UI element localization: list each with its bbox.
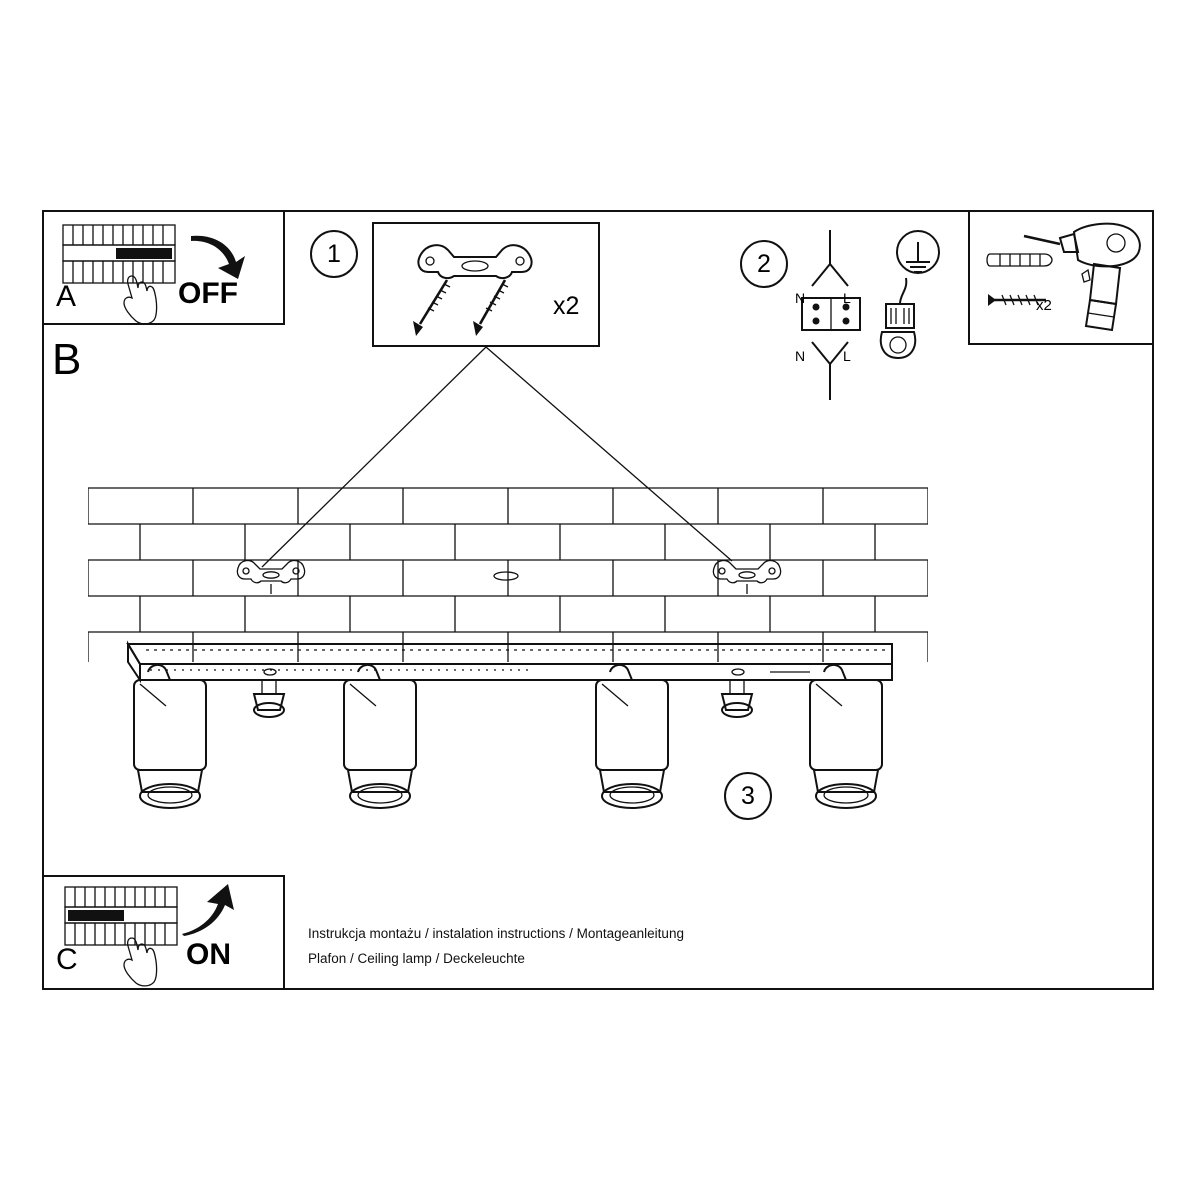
- screw-quantity-label: x2: [1036, 297, 1052, 314]
- power-on-label: ON: [186, 938, 231, 971]
- footer-line-1: Instrukcja montażu / instalation instructions / Montageanleitung: [308, 926, 684, 941]
- power-drill-icon: [1020, 218, 1152, 340]
- step-label-c: C: [56, 943, 78, 976]
- step-number-2: 2: [740, 240, 788, 288]
- bracket-quantity-label: x2: [553, 292, 580, 320]
- step-label-b: B: [52, 335, 82, 384]
- terminal-label-l-top: L: [843, 290, 851, 306]
- hand-pointing-icon: [118, 272, 170, 328]
- hand-pointing-icon-on: [118, 934, 170, 990]
- terminal-label-n-top: N: [795, 290, 806, 306]
- step-label-a: A: [56, 280, 77, 313]
- step-number-1: 1: [310, 230, 358, 278]
- mounting-bracket-icon: [392, 232, 562, 340]
- ceiling-spot-bar-icon: [110, 606, 910, 856]
- wiring-diagram: [778, 228, 958, 408]
- footer-text: [308, 922, 684, 972]
- terminal-label-n-bottom: N: [795, 348, 806, 364]
- terminal-label-l-bottom: L: [843, 348, 851, 364]
- ceiling-outlet-mark: [492, 570, 520, 582]
- curved-arrow-up-icon: [176, 880, 238, 938]
- mounted-bracket-left: [230, 556, 312, 594]
- footer-line-2: Plafon / Ceiling lamp / Deckeleuchte: [308, 950, 525, 966]
- power-off-label: OFF: [178, 277, 238, 310]
- step-number-3: 3: [724, 772, 772, 820]
- mounted-bracket-right: [706, 556, 788, 594]
